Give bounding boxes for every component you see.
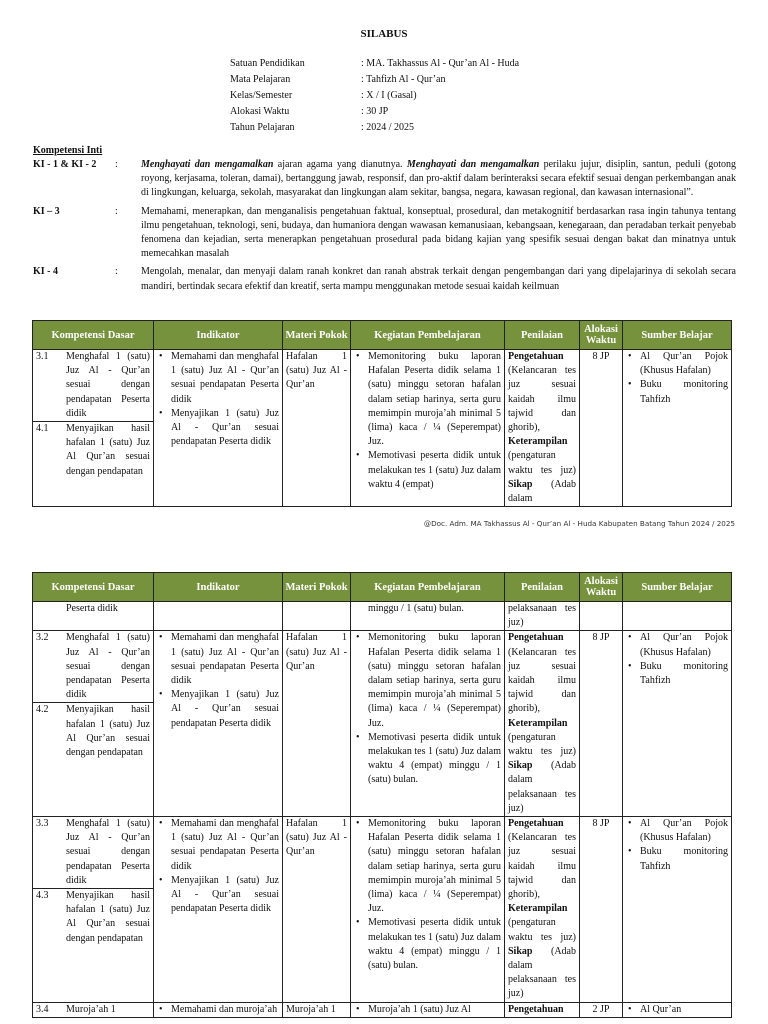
meta-row [230,88,519,104]
list-item: • Buku monitoring Tahfizh [626,845,728,873]
penilaian-text: (Kelancaran tes juz sesuai kaidah ilmu tajwid dan ghorib), [508,365,576,434]
header-alokasi-waktu: Alokasi Waktu [580,321,623,350]
list-item: • Al Qur’an Pojok (Khusus Hafalan) [626,350,728,378]
kd-item [33,702,153,760]
kd-number: 3.4 [36,1003,49,1015]
header-kegiatan: Kegiatan Pembelajaran [351,321,505,350]
header-materi-pokok: Materi Pokok [283,573,351,602]
list-item: • Memahami dan muroja’ah [157,1003,279,1017]
kegiatan-cell [351,631,505,817]
meta-row [230,56,519,72]
kd-item [33,888,153,946]
penilaian-label: Sikap [508,945,533,957]
kd-cell [33,631,154,817]
indikator-cell [154,817,283,1003]
ki-colon: : [115,159,118,170]
kegiatan-cell [351,1002,505,1017]
indikator-cell [154,602,283,631]
penilaian-label: Pengetahuan [508,818,564,830]
kd-text: Menyajikan hasil hafalan 1 (satu) Juz Al Qur’an sesuai dengan pendapatan [66,704,150,759]
list-item: • Memahami dan menghafal 1 (satu) Juz Al - Qur’an sesuai pendapatan Peserta didik [157,631,279,688]
kd-number: 4.1 [36,423,49,435]
kd-text: Peserta didik [66,603,118,614]
ki-label: KI - 1 & KI - 2 [33,159,97,170]
penilaian-label: Pengetahuan [508,632,564,644]
penilaian-label: Sikap [508,478,533,490]
penilaian-cell [505,1002,580,1017]
header-sumber-belajar: Sumber Belajar [623,573,732,602]
ki-emphasis: Menghayati dan mengamalkan [141,159,274,170]
kegiatan-text: minggu / 1 (satu) bulan. [368,603,464,614]
kegiatan-cell [351,602,505,631]
alokasi-cell: 8 JP [580,817,623,1003]
indikator-cell [154,1002,283,1017]
sumber-cell [623,1002,732,1017]
kompetensi-inti-section [33,144,736,294]
meta-label: Alokasi Waktu [230,106,290,117]
document-title: SILABUS [360,28,408,40]
meta-label: Mata Pelajaran [230,74,291,85]
meta-row [230,120,519,136]
kd-number: 3.2 [36,632,49,644]
meta-value: : Tahfizh Al - Qur’an [361,74,446,85]
kd-item [36,350,150,421]
header-materi-pokok: Materi Pokok [283,321,351,350]
penilaian-text: (pengaturan waktu tes juz) [508,731,576,758]
table-row [33,1002,732,1017]
list-item: • Menyajikan 1 (satu) Juz Al - Qur’an sesuai pendapatan Peserta didik [157,407,279,450]
header-indikator: Indikator [154,573,283,602]
list-item: • Memotivasi peserta didik untuk melakukan tes 1 (satu) Juz dalam waktu 4 (empat) [354,449,501,492]
penilaian-cell [505,817,580,1003]
kd-text: Menyajikan hasil hafalan 1 (satu) Juz Al Qur’an sesuai dengan pendapatan [66,890,150,944]
list-item: • Al Qur’an Pojok (Khusus Hafalan) [626,817,728,845]
penilaian-text: (pengaturan waktu tes juz) [508,917,576,943]
kd-cell [33,350,154,507]
header-penilaian: Penilaian [505,573,580,602]
list-item: • Memahami dan menghafal 1 (satu) Juz Al - Qur’an sesuai pendapatan Peserta didik [157,817,279,874]
header-kompetensi-dasar: Kompetensi Dasar [33,321,154,350]
meta-label: Satuan Pendidikan [230,58,305,69]
kd-number: 3.3 [36,818,49,830]
syllabus-table [32,572,732,1018]
penilaian-label: Keterampilan [508,436,568,448]
identity-block [230,56,519,136]
meta-value: : 30 JP [361,106,389,117]
sumber-cell [623,631,732,817]
kd-number: 4.2 [36,704,49,716]
meta-value: : X / I (Gasal) [361,90,417,101]
materi-cell: Muroja’ah 1 [283,1002,351,1017]
ki-row [33,265,736,293]
penilaian-text: (Adab dalam [508,478,576,505]
list-item: • Memotivasi peserta didik untuk melakukan tes 1 (satu) Juz dalam waktu 4 (empat) minggu / 1 (satu) bulan. [354,916,501,973]
materi-cell: Hafalan 1 (satu) Juz Al - Qur’an [283,350,351,507]
header-kegiatan: Kegiatan Pembelajaran [351,573,505,602]
kd-item [36,817,150,888]
kd-text: Muroja’ah 1 [66,1003,116,1015]
kd-item [36,631,150,702]
syllabus-table-page-1 [0,320,768,509]
ki-text-part: perilaku jujur, disiplin, santun, peduli (gotong royong, kerjasama, toleran, damai), bertanggung jawab, responsif, dan pro-aktif dalam berinteraksi secara efektif sesuai dengan perkembangan anak di lingkungan, keluarga, sekolah, masyarakat dan lingkungan alam sekitar, bangsa, negara, kawasan regional, dan kawasan internasional”. [141,159,737,199]
kd-item [36,1003,150,1017]
table-header-row [33,321,732,350]
penilaian-text: (Kelancaran tes juz sesuai kaidah ilmu tajwid dan ghorib), [508,646,576,715]
penilaian-label: Sikap [508,760,533,772]
materi-cell: Hafalan 1 (satu) Juz Al - Qur’an [283,817,351,1003]
ki-row [33,158,736,201]
list-item: • Memahami dan menghafal 1 (satu) Juz Al - Qur’an sesuai pendapatan Peserta didik [157,350,279,407]
meta-row [230,72,519,88]
list-item: • Buku monitoring Tahfizh [626,378,728,406]
kd-cell [33,817,154,1003]
ki-text [141,158,736,201]
ki-text: Memahami, menerapkan, dan menganalisis pengetahuan faktual, konseptual, prosedural, dan metakognitif berdasarkan rasa ingin tahunya tentang ilmu pengetahuan, teknologi, seni, budaya, dan humaniora dengan wawasan kemanusiaan, kebangsaan, kenegaraan, dan peradaban terkait penyebab fenomena dan kejadian, serta menerapkan pengetahuan prosedural pada bidang kajian yang spesifik sesuai dengan bakat dan minatnya untuk memecahkan masalah [141,205,736,260]
meta-value: : 2024 / 2025 [361,122,415,133]
header-alokasi-waktu: Alokasi Waktu [580,573,623,602]
alokasi-cell: 2 JP [580,1002,623,1017]
penilaian-text: (Adab dalam pelaksanaan tes juz) [508,760,576,814]
penilaian-text: (Kelancaran tes juz sesuai kaidah ilmu tajwid dan ghorib), [508,832,576,901]
ki-label: KI - 4 [33,266,58,278]
penilaian-text: (Adab dalam pelaksanaan tes juz) [508,945,576,1000]
table-row [33,350,732,507]
kd-item [33,421,153,479]
penilaian-cell: pelaksanaan tes juz) [505,602,580,631]
kd-number [36,602,66,616]
ki-text-part: ajaran agama yang dianutnya. [273,159,407,170]
materi-cell: Hafalan 1 (satu) Juz Al - Qur’an [283,631,351,817]
indikator-cell [154,631,283,817]
list-item: • Muroja’ah 1 (satu) Juz Al [354,1003,501,1017]
meta-label: Tahun Pelajaran [230,122,295,133]
list-item: • Memonitoring buku laporan Hafalan Peserta didik selama 1 (satu) minggu setoran hafalan dalam setiap harinya, serta guru memimpin muroja’ah minimal 5 (lima) kaca / ¼ (Seperempat) Juz. [354,631,501,730]
kd-text: Menghafal 1 (satu) Juz Al - Qur’an sesuai dengan pendapatan Peserta didik [66,632,150,701]
ki-row [33,205,736,262]
ki-text: Mengolah, menalar, dan menyaji dalam ranah konkret dan ranah abstrak terkait dengan pengembangan dari yang dipelajarinya di sekolah secara mandiri, bertindak secara efektif dan kreatif, serta mampu menggunakan metode sesuai kaidah keilmuan [141,266,736,292]
penilaian-label: Pengetahuan [508,1003,564,1015]
ki-label: KI – 3 [33,205,60,217]
page-footer: @Doc. Adm. MA Takhassus Al - Qur’an Al - Huda Kabupaten Batang Tahun 2024 / 2025 [423,519,735,528]
ki-colon: : [115,266,118,278]
header-kompetensi-dasar: Kompetensi Dasar [33,573,154,602]
penilaian-cell [505,350,580,507]
penilaian-label: Keterampilan [508,903,568,915]
kd-number: 4.3 [36,890,49,902]
kegiatan-cell [351,817,505,1003]
sumber-cell [623,350,732,507]
kd-cell [33,1002,154,1017]
list-item: • Memonitoring buku laporan Hafalan Peserta didik selama 1 (satu) minggu setoran hafalan dalam setiap harinya, serta guru memimpin muroja’ah minimal 5 (lima) kaca / ¼ (Seperempat) Juz. [354,350,501,449]
table-row [33,631,732,817]
table-row-continued [33,602,732,631]
kd-item [36,602,150,616]
kegiatan-cell [351,350,505,507]
ki-emphasis: Menghayati dan mengamalkan [406,159,540,170]
kd-number: 3.1 [36,351,49,362]
penilaian-label: Pengetahuan [508,351,564,362]
kd-text: Menyajikan hasil hafalan 1 (satu) Juz Al Qur’an sesuai dengan pendapatan [66,423,150,477]
header-sumber-belajar: Sumber Belajar [623,321,732,350]
alokasi-cell: 8 JP [580,350,623,507]
indikator-cell [154,350,283,507]
penilaian-cell [505,631,580,817]
sumber-cell [623,817,732,1003]
meta-value: : MA. Takhassus Al - Qur’an Al - Huda [361,58,520,69]
sumber-cell [623,602,732,631]
materi-cell [283,602,351,631]
table-header-row [33,573,732,602]
list-item: • Memonitoring buku laporan Hafalan Peserta didik selama 1 (satu) minggu setoran hafalan dalam setiap harinya, serta guru memimpin muroja’ah minimal 5 (lima) kaca / ¼ (Seperempat) Juz. [354,817,501,916]
kd-cell [33,602,154,631]
table-row [33,817,732,1003]
kd-text: Menghafal 1 (satu) Juz Al - Qur’an sesuai dengan pendapatan Peserta didik [66,818,150,886]
kompetensi-inti-heading: Kompetensi Inti [33,145,103,156]
list-item: • Memotivasi peserta didik untuk melakukan tes 1 (satu) Juz dalam waktu 4 (empat) minggu / 1 (satu) bulan. [354,731,501,788]
meta-row [230,104,519,120]
header-penilaian: Penilaian [505,321,580,350]
list-item: • Buku monitoring Tahfizh [626,660,728,688]
meta-label: Kelas/Semester [230,90,293,101]
alokasi-cell: 8 JP [580,631,623,817]
syllabus-table [32,320,732,507]
list-item: • Al Qur’an [626,1003,728,1017]
penilaian-text: (pengaturan waktu tes juz) [508,450,576,476]
penilaian-label: Keterampilan [508,717,568,729]
list-item: • Menyajikan 1 (satu) Juz Al - Qur’an sesuai pendapatan Peserta didik [157,874,279,917]
list-item: • Menyajikan 1 (satu) Juz Al - Qur’an sesuai pendapatan Peserta didik [157,688,279,731]
ki-colon: : [115,205,118,217]
header-indikator: Indikator [154,321,283,350]
kd-text: Menghafal 1 (satu) Juz Al - Qur’an sesuai dengan pendapatan Peserta didik [66,351,150,419]
syllabus-table-page-2 [0,572,768,1024]
list-item: • Al Qur’an Pojok (Khusus Hafalan) [626,631,728,659]
alokasi-cell [580,602,623,631]
